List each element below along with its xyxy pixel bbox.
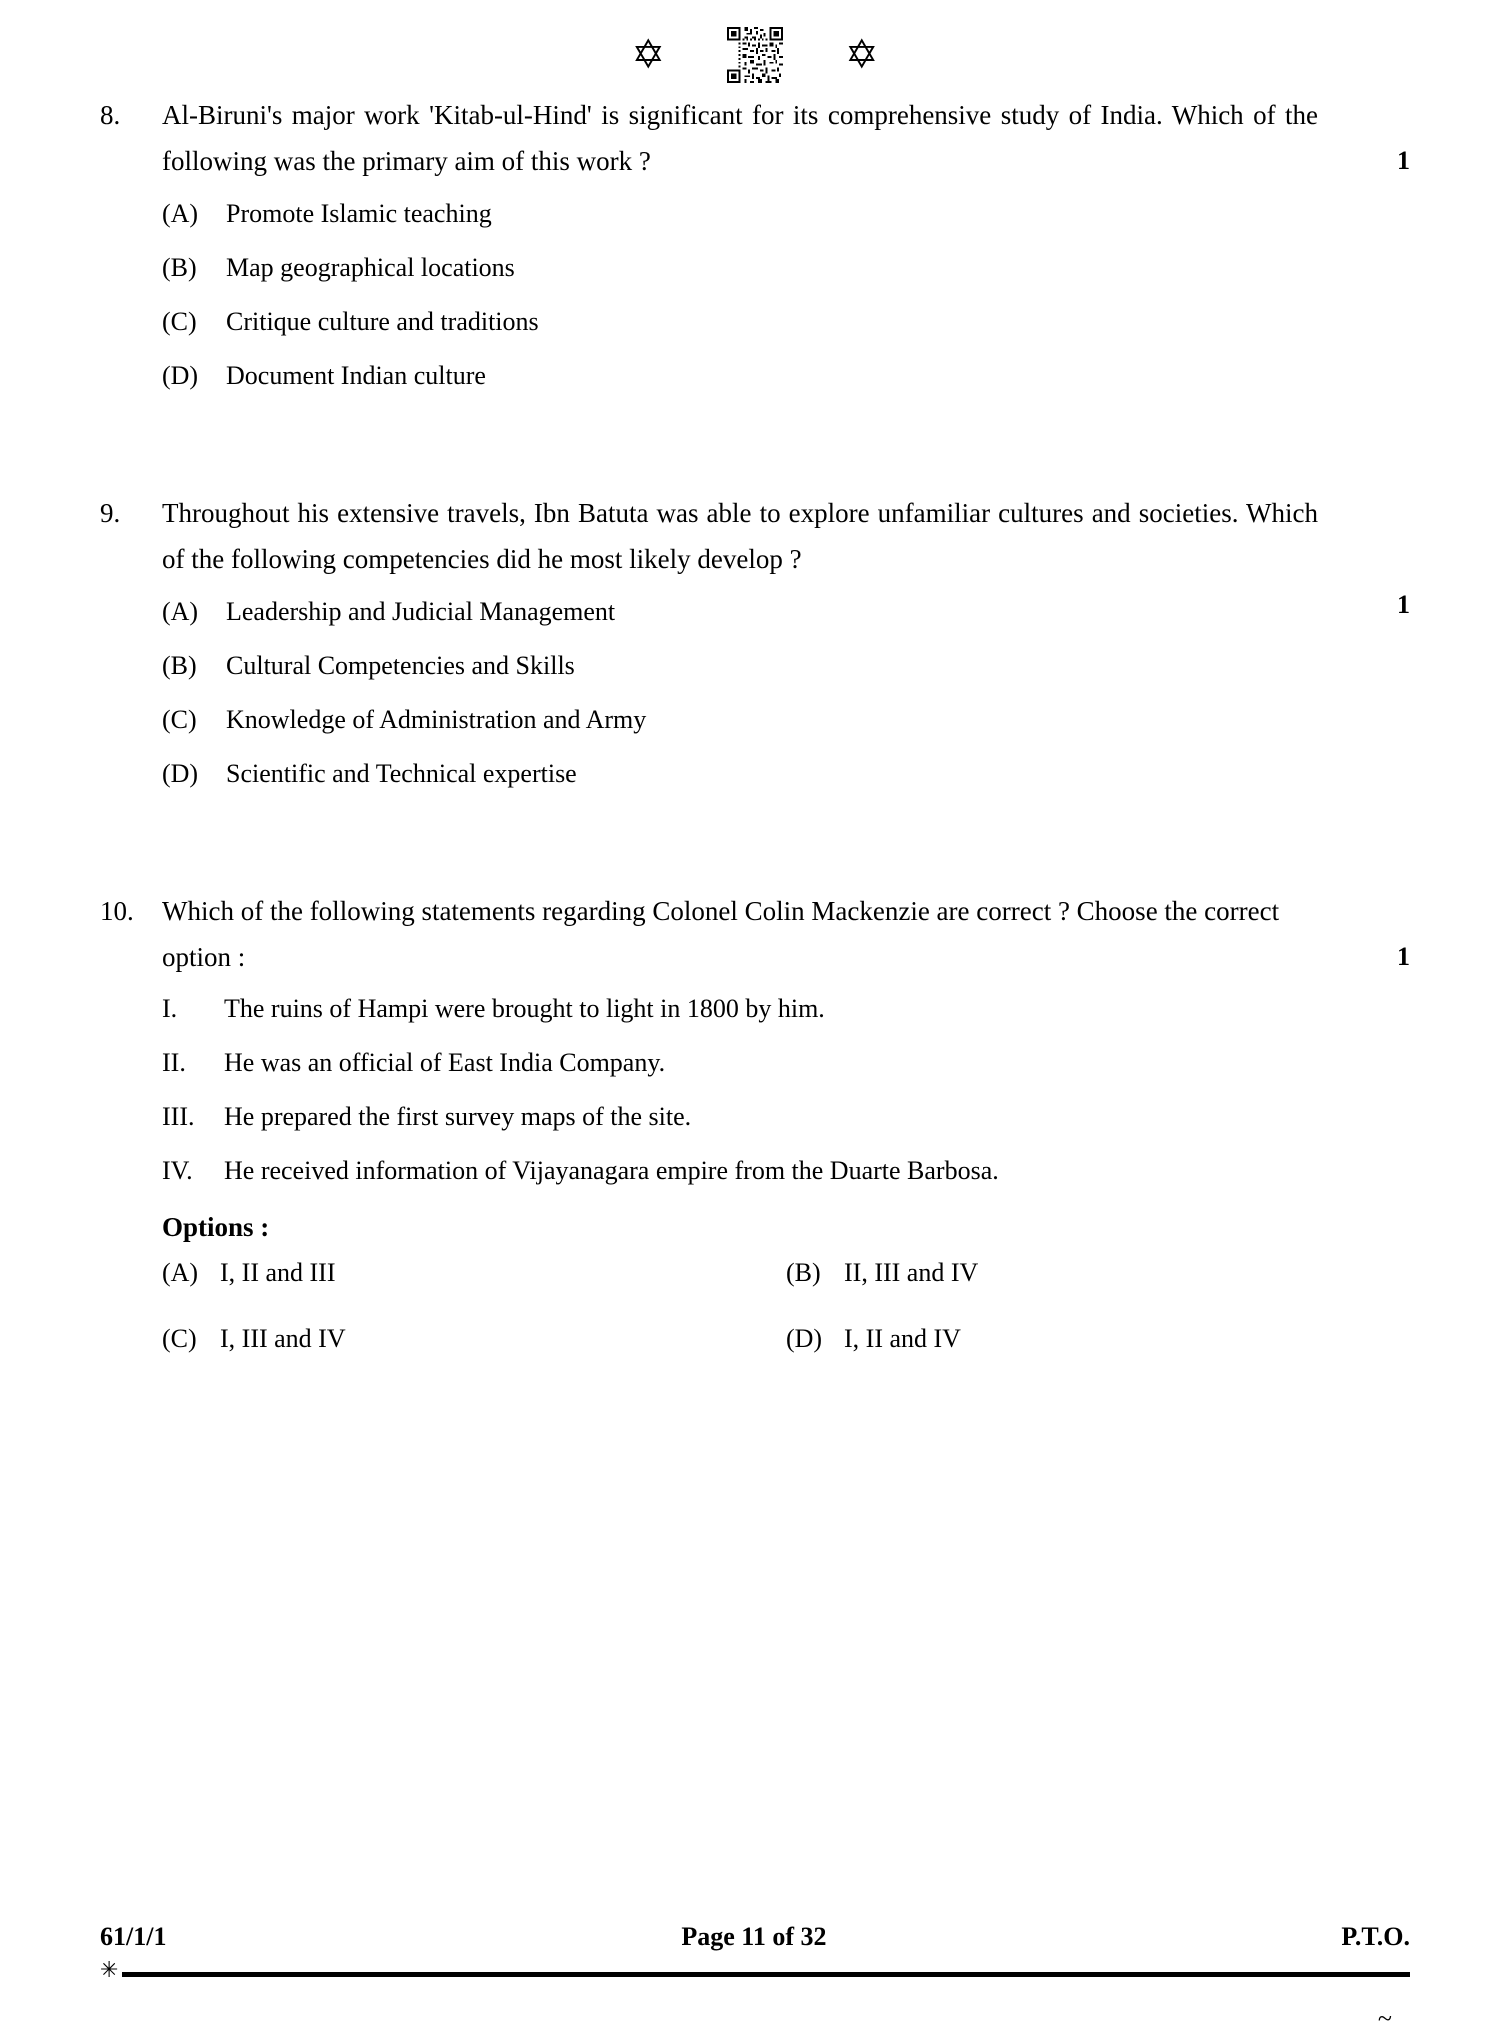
options-heading: Options : — [162, 1212, 270, 1242]
option-text: Leadership and Judicial Management — [226, 597, 616, 626]
option-label: (A) — [162, 1258, 199, 1287]
option-item[interactable] — [162, 652, 1410, 680]
qr-code-icon — [727, 27, 783, 83]
tilde-mark: ~ — [1377, 2004, 1392, 2033]
statement-item — [162, 986, 1410, 1032]
option-label: (A) — [162, 199, 199, 228]
six-pointed-star-icon: ✡ — [845, 32, 879, 78]
question-marks: 1 — [1397, 590, 1410, 619]
statement-text: The ruins of Hampi were brought to light in 1800 by him. — [224, 994, 825, 1023]
option-list — [162, 1259, 1410, 1391]
statement-label: II. — [162, 1048, 186, 1077]
question-marks: 1 — [1397, 146, 1410, 175]
footer-rule — [100, 1958, 1410, 2033]
question-10 — [100, 888, 1410, 1391]
statement-label: IV. — [162, 1156, 193, 1185]
option-text: Scientific and Technical expertise — [226, 759, 577, 788]
qr-code-svg — [727, 27, 783, 83]
option-text: Knowledge of Administration and Army — [226, 705, 647, 734]
six-pointed-star-icon: ✡ — [631, 32, 665, 78]
option-list — [162, 598, 1410, 788]
option-item[interactable] — [786, 1325, 1410, 1353]
question-8 — [100, 92, 1410, 416]
option-item[interactable] — [162, 1325, 786, 1353]
option-item[interactable] — [162, 706, 1410, 734]
page-footer — [100, 1922, 1410, 2033]
option-text: I, II and IV — [844, 1324, 961, 1353]
option-label: (B) — [786, 1258, 821, 1287]
statement-text: He was an official of East India Company. — [224, 1048, 666, 1077]
option-item[interactable] — [162, 254, 1410, 282]
option-list — [162, 200, 1410, 390]
option-text: Promote Islamic teaching — [226, 199, 492, 228]
question-marks: 1 — [1397, 942, 1410, 971]
paper-code: 61/1/1 — [100, 1922, 167, 1951]
option-label: (D) — [786, 1324, 823, 1353]
spacer — [100, 416, 1410, 490]
option-text: I, III and IV — [220, 1324, 346, 1353]
question-stem: Which of the following statements regarding Colonel Colin Mackenzie are correct ? Choose the correct option : — [162, 896, 1280, 972]
page-number: Page 11 of 32 — [681, 1922, 827, 1951]
option-text: II, III and IV — [844, 1258, 979, 1287]
statement-text: He received information of Vijayanagara empire from the Duarte Barbosa. — [224, 1156, 999, 1185]
question-9 — [100, 490, 1410, 814]
option-item[interactable] — [162, 362, 1410, 390]
option-item[interactable] — [162, 760, 1410, 788]
pto-label: P.T.O. — [1341, 1922, 1410, 1951]
option-label: (D) — [162, 759, 199, 788]
page-header — [100, 0, 1410, 92]
option-item[interactable] — [162, 598, 1410, 626]
option-text: Map geographical locations — [226, 253, 515, 282]
option-label: (C) — [162, 1324, 197, 1353]
question-number: 10. — [100, 896, 134, 926]
question-number: 8. — [100, 100, 121, 130]
statement-item — [162, 1094, 1410, 1140]
option-text: Critique culture and traditions — [226, 307, 539, 336]
spacer — [100, 814, 1410, 888]
option-text: Document Indian culture — [226, 361, 486, 390]
option-label: (A) — [162, 597, 199, 626]
statement-item — [162, 1040, 1410, 1086]
question-number: 9. — [100, 498, 121, 528]
option-item[interactable] — [786, 1259, 1410, 1287]
option-item[interactable] — [162, 200, 1410, 228]
option-text: Cultural Competencies and Skills — [226, 651, 575, 680]
statement-text: He prepared the first survey maps of the site. — [224, 1102, 692, 1131]
statement-label: III. — [162, 1102, 195, 1131]
option-text: I, II and III — [220, 1258, 336, 1287]
option-label: (B) — [162, 253, 197, 282]
statement-list — [162, 986, 1410, 1194]
option-label: (B) — [162, 651, 197, 680]
question-stem: Throughout his extensive travels, Ibn Batuta was able to explore unfamiliar cultures and societies. Which of the following competencies did he most likely develop ? — [162, 498, 1318, 574]
statement-label: I. — [162, 994, 178, 1023]
statement-item — [162, 1148, 1410, 1194]
option-label: (C) — [162, 307, 197, 336]
question-stem: Al-Biruni's major work 'Kitab-ul-Hind' is significant for its comprehensive study of India. Which of the following was the primary aim of this work ? — [162, 100, 1318, 176]
option-label: (D) — [162, 361, 199, 390]
option-label: (C) — [162, 705, 197, 734]
option-item[interactable] — [162, 308, 1410, 336]
option-item[interactable] — [162, 1259, 786, 1287]
flower-icon: ✳ — [100, 1958, 119, 1983]
horizontal-rule — [122, 1972, 1410, 1977]
